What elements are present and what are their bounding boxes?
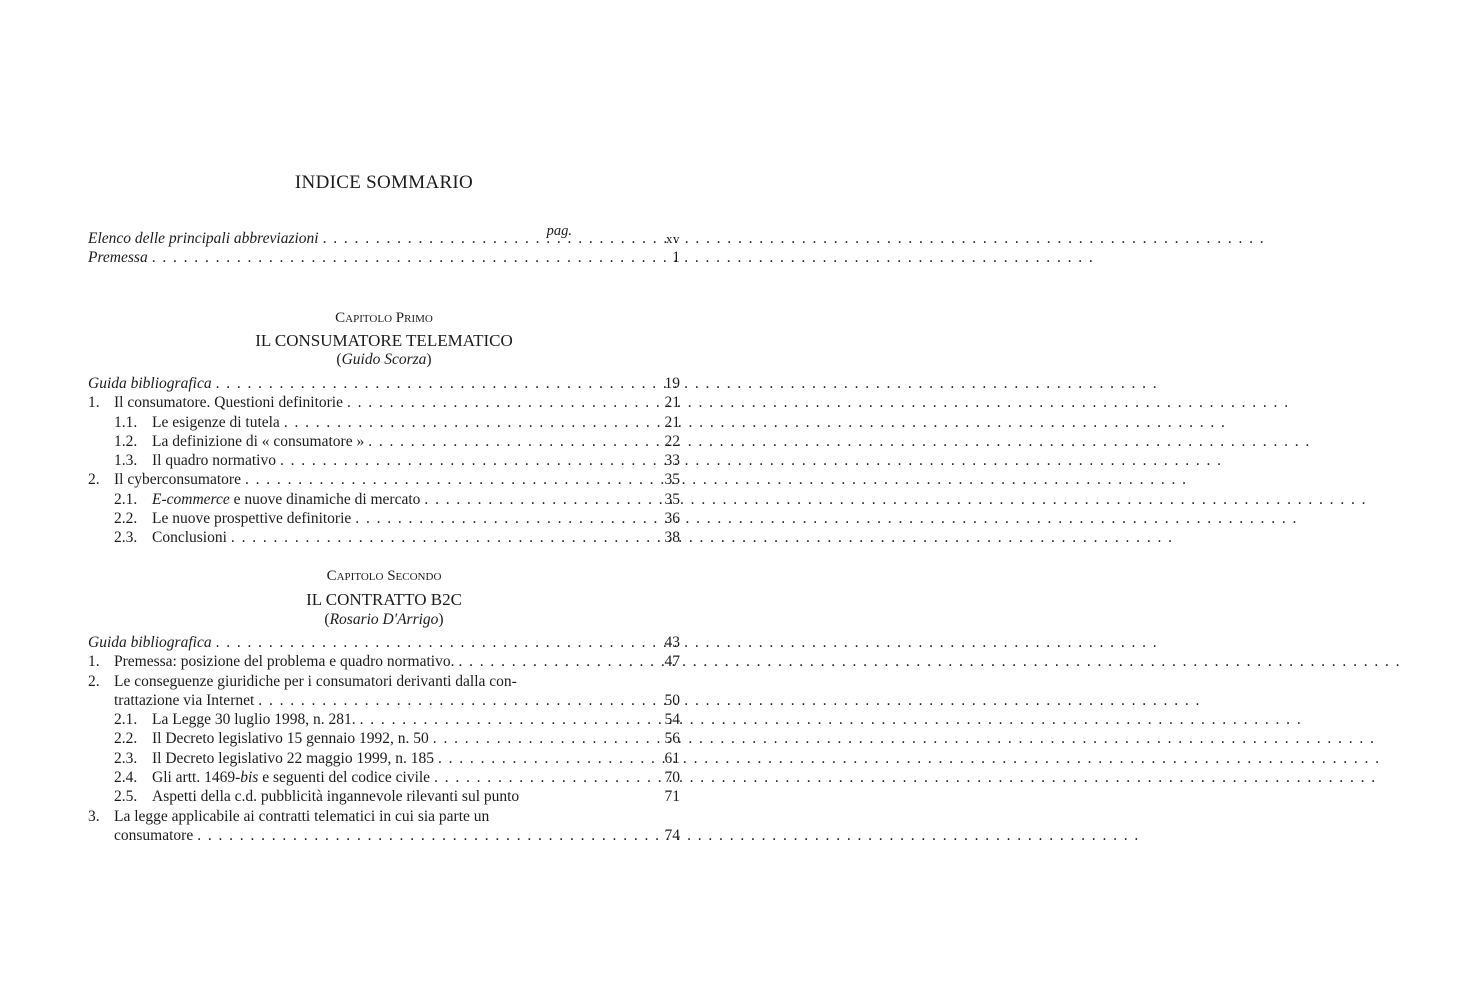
chapter-label: Capitolo Secondo xyxy=(326,568,442,584)
leader-dots xyxy=(430,768,1375,787)
front-matter-list xyxy=(88,229,680,268)
entry-page: 1 xyxy=(672,249,680,267)
toc-entry[interactable] xyxy=(88,432,680,451)
entry-text: Il Decreto legislativo 15 gennaio 1992, n. 50 xyxy=(152,730,429,748)
entry-text: Premessa: posizione del problema e quadro normativo. xyxy=(114,653,455,671)
chapter-title: IL CONSUMATORE TELEMATICO xyxy=(255,331,513,350)
entry-page: 71 xyxy=(664,788,680,806)
entry-text: E-commerce e nuove dinamiche di mercato xyxy=(152,490,421,508)
entry-page: 33 xyxy=(664,452,680,470)
leader-dots xyxy=(454,652,1399,671)
toc-entry[interactable] xyxy=(88,710,680,729)
entry-text: Il quadro normativo xyxy=(152,452,276,470)
entry-number: 1.2. xyxy=(114,432,138,450)
toc-entry[interactable] xyxy=(88,413,680,432)
entry-number: 2.1. xyxy=(114,711,138,729)
entry-page: 21 xyxy=(664,394,680,412)
entry-page: 21 xyxy=(664,413,680,431)
entry-number: 1. xyxy=(88,653,100,671)
entry-page: 74 xyxy=(664,826,680,844)
toc-entry[interactable] xyxy=(88,652,680,671)
leader-dots xyxy=(227,528,1172,547)
entry-text-line1: La legge applicabile ai contratti telematici in cui sia parte un xyxy=(114,807,490,825)
entry-number: 2.4. xyxy=(114,769,138,787)
page-column-label: pag. xyxy=(546,223,572,239)
entry-number: 2.2. xyxy=(114,510,138,528)
chapter-title: IL CONTRATTO B2C xyxy=(306,590,462,609)
chapter-label: Capitolo Primo xyxy=(335,310,433,326)
leader-dots xyxy=(280,413,1225,432)
entry-text: Guida bibliografica xyxy=(88,375,212,392)
toc-entry[interactable] xyxy=(88,528,680,547)
entry-number: 1.3. xyxy=(114,452,138,470)
entry-page: 50 xyxy=(664,691,680,709)
entry-number: 2.3. xyxy=(114,529,138,547)
leader-dots xyxy=(148,248,1093,267)
chapter2-list xyxy=(88,633,680,845)
chapter-author: (Rosario D'Arrigo) xyxy=(324,611,444,628)
entry-text: Il consumatore. Questioni definitorie xyxy=(114,394,343,412)
entry-text: Elenco delle principali abbreviazioni xyxy=(88,230,319,247)
entry-number: 2.1. xyxy=(114,490,138,508)
toc-entry[interactable] xyxy=(88,374,680,393)
entry-number: 2.5. xyxy=(114,788,138,806)
leader-dots xyxy=(212,374,1157,393)
leader-dots xyxy=(319,229,1264,248)
entry-number: 2.2. xyxy=(114,730,138,748)
toc-entry[interactable] xyxy=(88,451,680,470)
entry-page: 47 xyxy=(664,653,680,671)
entry-text: Gli artt. 1469-bis e seguenti del codice civile xyxy=(152,769,431,787)
entry-number: 2. xyxy=(88,672,100,690)
entry-text: La definizione di « consumatore » xyxy=(152,432,365,450)
entry-page: 61 xyxy=(664,749,680,767)
leader-dots xyxy=(429,729,1374,748)
toc-entry[interactable] xyxy=(88,509,680,528)
leader-dots xyxy=(254,691,1199,710)
leader-dots xyxy=(420,490,1365,509)
toc-entry[interactable] xyxy=(88,672,680,711)
entry-page: 54 xyxy=(664,711,680,729)
entry-text-line2: trattazione via Internet xyxy=(114,691,255,709)
toc-entry[interactable] xyxy=(88,393,680,412)
entry-page: 56 xyxy=(664,730,680,748)
entry-page: 36 xyxy=(664,510,680,528)
leader-dots xyxy=(351,509,1296,528)
leader-dots xyxy=(241,470,1186,489)
leader-dots xyxy=(343,393,1288,412)
chapter-author: (Guido Scorza) xyxy=(336,351,432,368)
entry-text: Premessa xyxy=(88,249,148,267)
entry-number: 2.3. xyxy=(114,749,138,767)
entry-number: 1.1. xyxy=(114,413,138,431)
chapter1-list xyxy=(88,374,680,548)
entry-text: Il cyberconsumatore xyxy=(114,471,241,489)
entry-text-line2: consumatore xyxy=(114,826,194,844)
page-title: INDICE SOMMARIO xyxy=(294,172,474,193)
entry-number: 2. xyxy=(88,471,100,489)
toc-entry[interactable] xyxy=(88,807,680,846)
entry-text: Conclusioni xyxy=(152,529,227,547)
toc-entry[interactable] xyxy=(88,490,680,509)
entry-page: 19 xyxy=(664,375,680,392)
toc-entry[interactable] xyxy=(88,787,680,806)
entry-text: Le esigenze di tutela xyxy=(152,413,280,431)
entry-text: Il Decreto legislativo 22 maggio 1999, n. 185 xyxy=(152,749,434,767)
entry-text: Le nuove prospettive definitorie xyxy=(152,510,352,528)
toc-entry[interactable] xyxy=(88,749,680,768)
toc-entry[interactable] xyxy=(88,229,680,248)
entry-text-line1: Le conseguenze giuridiche per i consumatori derivanti dalla con- xyxy=(114,672,517,690)
leader-dots xyxy=(364,432,1309,451)
toc-entry[interactable] xyxy=(88,768,680,787)
entry-text: Guida bibliografica xyxy=(88,634,212,651)
entry-text: Aspetti della c.d. pubblicità ingannevole rilevanti sul punto xyxy=(152,788,520,806)
toc-entry[interactable] xyxy=(88,729,680,748)
toc-entry[interactable] xyxy=(88,633,680,652)
entry-page: 70 xyxy=(664,769,680,787)
entry-page: 43 xyxy=(664,634,680,651)
entry-number: 1. xyxy=(88,394,100,412)
entry-page: 35 xyxy=(664,490,680,508)
leader-dots xyxy=(434,749,1379,768)
entry-page: xv xyxy=(666,231,680,246)
entry-number: 3. xyxy=(88,807,100,825)
entry-page: 38 xyxy=(664,529,680,547)
entry-page: 22 xyxy=(664,432,680,450)
leader-dots xyxy=(212,633,1157,652)
leader-dots xyxy=(276,451,1221,470)
entry-text: La Legge 30 luglio 1998, n. 281. xyxy=(152,711,356,729)
entry-page: 35 xyxy=(664,471,680,489)
toc-entry[interactable] xyxy=(88,470,680,489)
toc-entry[interactable] xyxy=(88,248,680,267)
leader-dots xyxy=(356,710,1301,729)
